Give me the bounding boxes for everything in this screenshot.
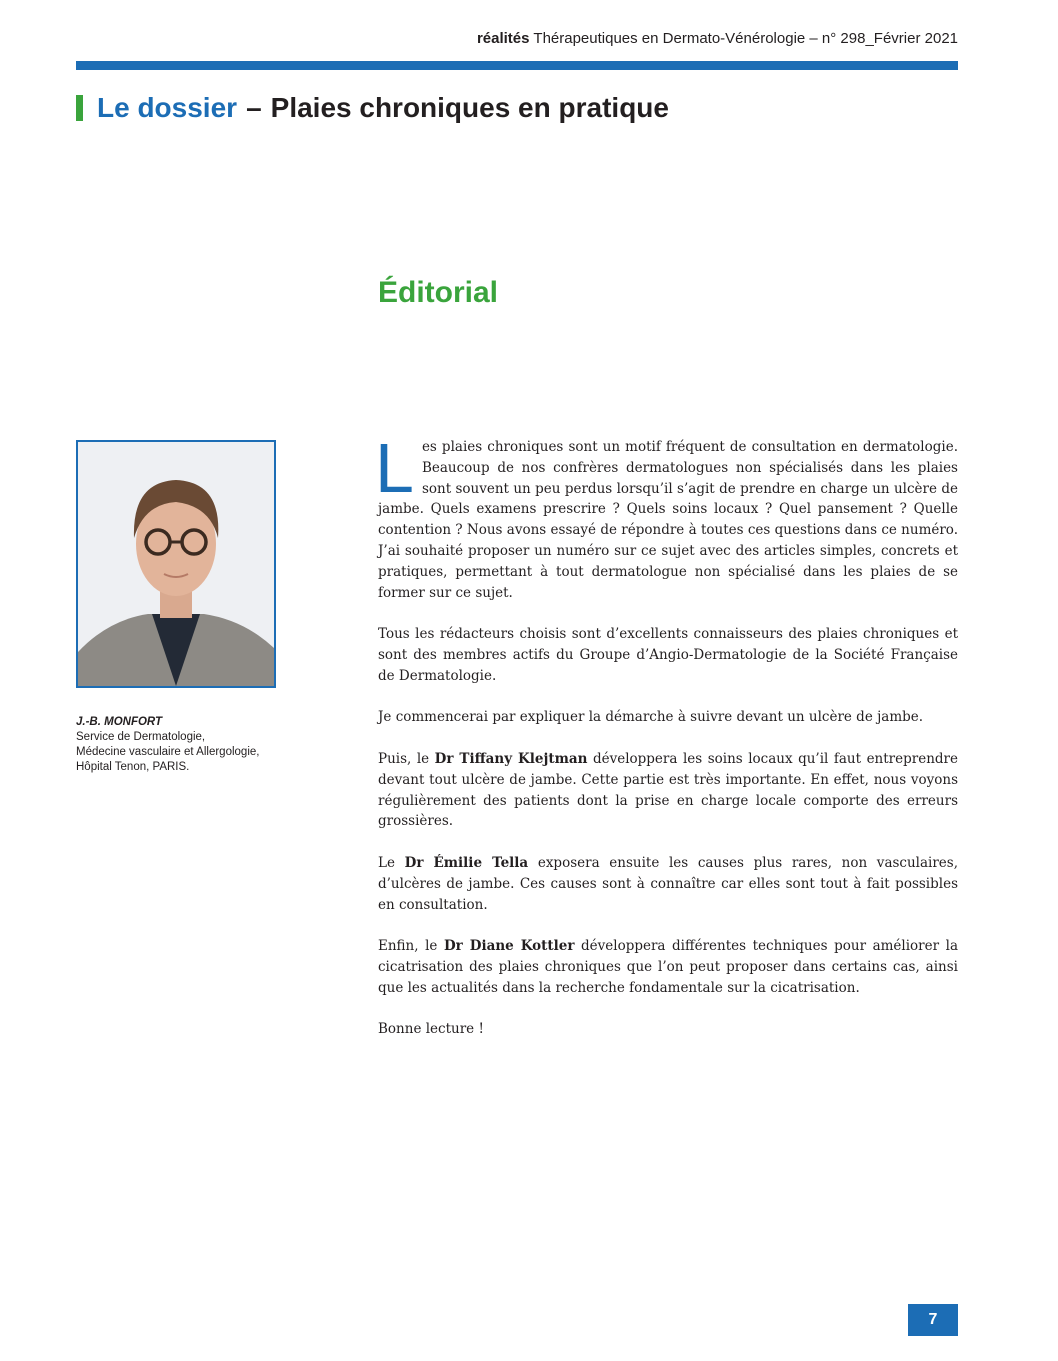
paragraph [378,936,958,998]
contributor-name: Dr Émilie Tella [404,854,529,871]
paragraph: Je commencerai par expliquer la démarche à suivre devant un ulcère de jambe. [378,709,924,726]
dossier-title: Plaies chroniques en pratique [270,92,669,123]
running-header [477,30,958,47]
paragraph-text: exposera ensuite les causes plus rares, non vasculaires, d’ulcères de jambe. Ces causes sont à connaître car elles sont tout à fait possibles en consultation. [378,854,959,913]
section-title: Éditorial [378,276,499,309]
contributor-name: Dr Tiffany Klejtman [434,750,588,767]
paragraph [375,429,958,603]
dossier-heading [76,88,669,128]
journal-issue: Thérapeutiques en Dermato-Vénérologie – n° 298_Février 2021 [533,30,958,47]
paragraph [378,749,958,832]
author-photo [76,440,276,688]
paragraph-text: développera les soins locaux qu’il faut entreprendre devant tout ulcère de jambe. Cette partie est très importante. En effet, nous voyons régulièrement des patients dont la prise en charge locale comporte des erreurs grossières. [378,750,958,830]
author-affiliation-line: Médecine vasculaire et Allergologie, [76,746,260,758]
dossier-marker [76,95,83,121]
dossier-label: Le dossier [97,92,238,123]
paragraph-text: Puis, le [378,750,435,767]
paragraph-text: Enfin, le [378,938,444,955]
paragraph-text: Le [378,854,405,871]
contributor-name: Dr Diane Kottler [443,938,575,955]
drop-cap: L [375,429,414,507]
page-number: 7 [908,1304,958,1336]
paragraph-text: développera différentes techniques pour améliorer la cicatrisation des plaies chroniques que l’on peut proposer dans certains cas, ainsi que les actualités dans la recherche fondamentale sur la cicatrisation. [378,938,958,996]
paragraph [378,853,958,915]
author-block [76,715,306,775]
author-affiliation-line: Service de Dermatologie, [76,731,206,743]
paragraph-text: es plaies chroniques sont un motif fréquent de consultation en dermatologie. Beaucoup de nos confrères dermatologues non spécialisés dans les plaies sont souvent un peu perdus lorsqu’il s’agit de prendre en charge un ulcère de jambe. Quels examens prescrire ? Quels soins locaux ? Quel pansement ? Quelle contention ? Nous avons essayé de répondre à toutes ces questions dans ce numéro. J’ai souhaité proposer un numéro sur ce sujet avec des articles simples, concrets et pratiques, permettant à tout dermatologue non spécialisé dans les plaies de se former sur ce sujet. [378,439,958,601]
author-affiliation-line: Hôpital Tenon, PARIS. [76,761,190,773]
header-rule [76,61,958,70]
dossier-separator: – [246,92,262,123]
author-portrait-image [78,442,274,686]
closing-line: Bonne lecture ! [378,1021,484,1038]
paragraph: Tous les rédacteurs choisis sont d’excellents connaisseurs des plaies chroniques et sont des membres actifs du Groupe d’Angio-Dermatologie de la Société Française de Dermatologie. [378,626,958,684]
editorial-body [375,429,959,1061]
author-name: J.-B. MONFORT [76,716,163,728]
journal-brand: réalités [476,30,530,47]
